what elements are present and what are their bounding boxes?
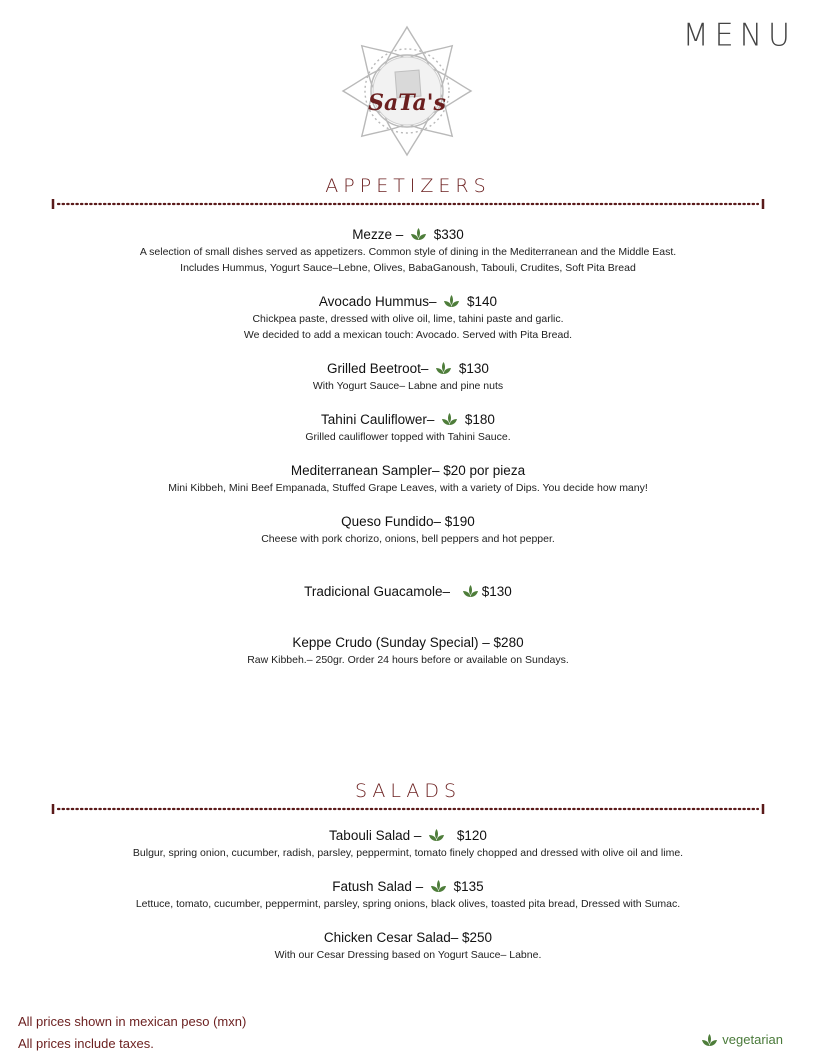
item-description: Chickpea paste, dressed with olive oil, lime, tahini paste and garlic.	[252, 313, 564, 325]
vegetarian-leaf-icon	[701, 1033, 718, 1047]
menu-item-mediterranean-sampler	[0, 462, 816, 496]
menu-item-grilled-beetroot	[0, 360, 816, 394]
section-divider	[50, 803, 766, 815]
item-price: $140	[467, 294, 498, 309]
vegetarian-leaf-icon	[428, 828, 445, 842]
section-title-appetizers: APPETIZERS	[325, 175, 491, 197]
item-name: Queso Fundido–	[341, 514, 441, 529]
item-description: A selection of small dishes served as appetizers. Common style of dining in the Mediterranean and the Middle East.	[139, 246, 677, 258]
vegetarian-legend	[701, 1032, 783, 1047]
vegetarian-leaf-icon	[435, 361, 452, 375]
item-price: $120	[456, 828, 487, 843]
item-description: Bulgur, spring onion, cucumber, radish, parsley, peppermint, tomato finely chopped and dressed with olive oil and lime.	[132, 847, 684, 859]
item-price: $330	[433, 227, 464, 242]
item-description: Cheese with pork chorizo, onions, bell peppers and hot pepper.	[261, 533, 555, 545]
menu-item-fatush-salad	[0, 878, 816, 912]
item-description: Includes Hummus, Yogurt Sauce–Lebne, Olives, BabaGanoush, Tabouli, Crudites, Soft Pita Bread	[180, 262, 636, 274]
menu-item-tabouli-salad	[0, 827, 816, 861]
item-name: Fatush Salad –	[332, 879, 424, 894]
menu-item-tahini-cauliflower	[0, 411, 816, 445]
menu-item-chicken-cesar-salad	[0, 929, 816, 963]
item-price: $20 por pieza	[443, 463, 526, 478]
section-title-salads: SALADS	[354, 780, 462, 802]
vegetarian-leaf-icon	[441, 412, 458, 426]
menu-heading: MENU	[682, 17, 796, 54]
item-price: $250	[462, 930, 493, 945]
item-description: Lettuce, tomato, cucumber, peppermint, parsley, spring onions, black olives, toasted pita bread, Dressed with Sumac.	[135, 898, 681, 910]
restaurant-logo	[339, 24, 475, 158]
item-description: With Yogurt Sauce– Labne and pine nuts	[312, 380, 504, 392]
vegetarian-legend-label: vegetarian	[722, 1032, 783, 1047]
item-name: Tahini Cauliflower–	[321, 412, 435, 427]
menu-item-keppe-crudo	[0, 634, 816, 668]
item-name: Chicken Cesar Salad–	[323, 930, 459, 945]
item-price: $130	[481, 584, 512, 599]
menu-item-queso-fundido	[0, 513, 816, 547]
item-name: Keppe Crudo (Sunday Special) –	[292, 635, 490, 650]
item-description: We decided to add a mexican touch: Avocado. Served with Pita Bread.	[243, 329, 573, 341]
item-name: Tradicional Guacamole–	[304, 584, 450, 599]
item-description: With our Cesar Dressing based on Yogurt Sauce– Labne.	[274, 949, 542, 961]
vegetarian-leaf-icon	[443, 294, 460, 308]
item-price: $180	[464, 412, 495, 427]
item-name: Mezze –	[352, 227, 404, 242]
price-currency-note: All prices shown in mexican peso (mxn)	[18, 1014, 247, 1029]
item-description: Raw Kibbeh.– 250gr. Order 24 hours before or available on Sundays.	[247, 654, 569, 666]
item-name: Mediterranean Sampler–	[290, 463, 440, 478]
item-name: Grilled Beetroot–	[327, 361, 429, 376]
section-divider	[50, 198, 766, 210]
item-name: Tabouli Salad –	[329, 828, 422, 843]
vegetarian-leaf-icon	[462, 584, 479, 598]
logo-wordmark: SaTa's	[368, 90, 446, 116]
menu-item-mezze	[0, 226, 816, 276]
price-taxes-note: All prices include taxes.	[18, 1036, 154, 1051]
item-description: Grilled cauliflower topped with Tahini Sauce.	[305, 431, 511, 443]
item-price: $130	[458, 361, 489, 376]
item-price: $190	[444, 514, 475, 529]
menu-item-avocado-hummus	[0, 293, 816, 343]
item-description: Mini Kibbeh, Mini Beef Empanada, Stuffed Grape Leaves, with a variety of Dips. You decide how many!	[168, 482, 648, 494]
item-name: Avocado Hummus–	[318, 294, 437, 309]
menu-item-tradicional-guacamole	[0, 583, 816, 601]
vegetarian-leaf-icon	[430, 879, 447, 893]
item-price: $280	[493, 635, 524, 650]
item-price: $135	[453, 879, 484, 894]
vegetarian-leaf-icon	[410, 227, 427, 241]
